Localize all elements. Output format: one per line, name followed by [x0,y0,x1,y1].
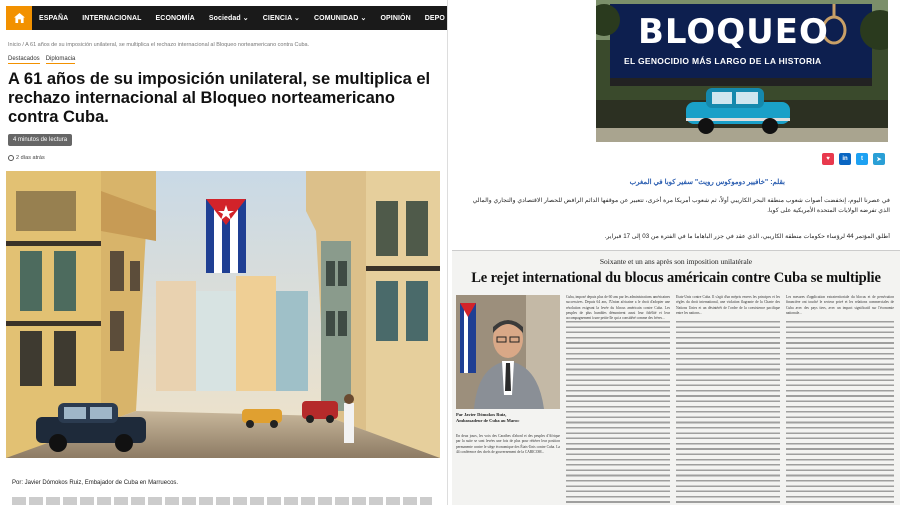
billboard-subtitle: EL GENOCIDIO MÁS LARGO DE LA HISTORIA [624,56,822,66]
top-navigation-bar [6,6,448,30]
french-newspaper-clipping [452,250,900,505]
bloqueo-billboard-image [596,0,888,142]
billboard-title: BLOQUEO [638,12,829,52]
share-buttons [822,153,885,165]
nav-item-internacional[interactable]: INTERNACIONAL [82,14,142,22]
category-tags [8,56,75,64]
newspaper-column-2: Cuba, imposé depuis plus de 60 ans par les administrations américaines successives. Depuis 64 ans, l'Union africaine a le droit d'adopter une résolution exigeant la levée du blocus américain contre Cuba. Les peuples de plus humbles démontrent aussi leur fidélité et leur accompagnement à une petite île qui a considéré comme des frères... [566,295,670,321]
nav-item-sociedad[interactable]: Sociedad ⌄ [208,15,249,22]
column-3-text-lines [676,321,780,504]
nav-item-espana[interactable]: ESPAÑA [39,14,69,22]
newspaper-title: Le rejet international du blocus américain contre Cuba se multiplie [471,270,881,286]
article-byline: Por: Javier Dómokos Ruiz, Embajador de Cuba en Marruecos. [12,480,179,486]
newspaper-column-3: États-Unis contre Cuba. Il s'agit d'un mépris envers les principes et les règles du droit international, une violation flagrante de la Charte des Nations Unies et un désintérêt de l'ordre de la coexistence pacifique entre les nations... [676,295,780,315]
linkedin-icon[interactable]: in [839,153,851,165]
home-icon [14,13,25,23]
nav-item-opinion[interactable]: OPINIÓN [380,14,411,22]
newspaper-kicker: Soixante et un ans après son imposition unilatérale [599,257,753,266]
caption-author-name: Par Javier Dómokos Ruiz, [456,412,507,417]
tag-destacados[interactable]: Destacados [8,56,40,62]
tag-diplomacia[interactable]: Diplomacia [45,56,76,62]
left-article-screenshot [0,0,448,505]
arabic-paragraph-2: أطلق المؤتمر 44 لرؤساء حكومات منطقة الكاريبي، الذي عقد في جزر الباهاما ما في الفترة من 03 إلى 17 فبراير. [604,233,890,240]
cut-off-text-line [12,497,432,505]
column-2-text-lines [566,321,670,504]
nav-item-deportes[interactable]: DEPO [424,14,445,22]
breadcrumb[interactable]: Inicio / A 61 años de su imposición unilateral, se multiplica el rechazo internacional al Bloqueo norteamericano contra Cuba. [8,42,310,48]
hero-image-havana-street [6,171,440,458]
arabic-paragraph-1: في عصرنا اليوم، إنخفضت أصوات شعوب منطقة البحر الكاريبي أولاً، ثم شعوب أمريكا مرة أخرى، تتعبير عن موقفها الدائم الرافض للحصار الاقتصادي والتجاري والمالي الذي تفرضه الولايات المتحدة الأمريكية على كوبا. [472,197,890,214]
nav-item-ciencia[interactable]: CIENCIA ⌄ [262,15,300,22]
photo-caption [456,412,560,424]
read-time-badge: 4 minutos de lectura [8,134,72,146]
pocket-icon[interactable]: ♥ [822,153,834,165]
havana-street-illustration [6,171,440,458]
ambassador-photo [456,295,560,409]
arabic-author-link[interactable]: بقلم: "خافيير دوموكوس رويث" سفير كوبا في المغرب [629,179,785,186]
newspaper-column-4: Les mesures d'application extraterritoriale du blocus et de persécution financière ont touché le secteur privé et les relations commerciales de Cuba avec des pays tiers, avec un impact significatif sur l'économie nationale... [786,295,894,315]
nav-item-comunidad[interactable]: COMUNIDAD ⌄ [314,15,367,22]
clock-icon [8,155,14,161]
telegram-icon[interactable]: ➤ [873,153,885,165]
caption-author-role: Ambassadeur de Cuba au Maroc [456,418,520,423]
post-date-text: 2 días atrás [16,155,45,161]
nav-item-economia[interactable]: ECONOMÍA [155,14,195,22]
post-date [8,155,45,161]
arabic-article-screenshot [452,0,900,248]
column-4-text-lines [786,321,894,504]
twitter-icon[interactable]: t [856,153,868,165]
article-headline: A 61 años de su imposición unilateral, se multiplica el rechazo internacional al Bloqueo norteamericano contra Cuba. [8,70,431,126]
ambassador-portrait [456,295,560,409]
home-button[interactable] [6,6,32,30]
newspaper-column-1: En deux jours, les voix des Caraïbes d'abord et des peuples d'Afrique par la suite se sont levées une fois de plus pour réitérer leur position permanente contre le siège économique des États-Unis contre Cuba. La 44 conférence des chefs de gouvernement de la CARICOM... [456,434,560,454]
